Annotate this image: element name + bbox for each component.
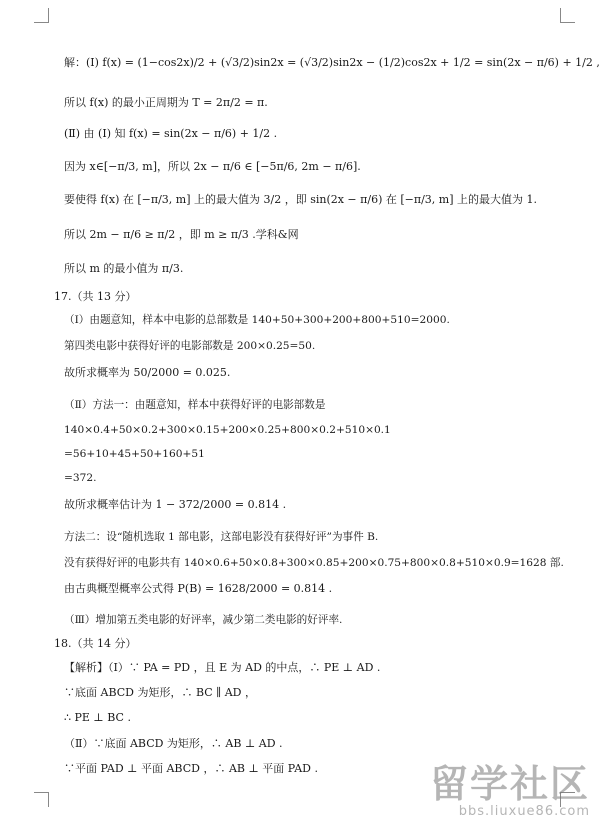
crop-mark-bottom-left: [34, 792, 49, 807]
crop-mark-top-right: [560, 8, 575, 23]
solution-17-no-praise-count: 没有获得好评的电影共有 140×0.6+50×0.8+300×0.85+200×0.75+800×0.8+510×0.9=1628 部.: [64, 557, 564, 569]
crop-mark-top-left: [34, 8, 49, 23]
solution-17-part1: （Ⅰ）由题意知，样本中电影的总部数是 140+50+300+200+800+510=2000.: [64, 314, 450, 326]
solution-17-estimate: 故所求概率估计为 1 − 372/2000 = 0.814 .: [64, 498, 287, 511]
solution-16-inequality: 所以 2m − π/6 ≥ π/2 ，即 m ≥ π/3 .学科&网: [64, 228, 299, 241]
solution-18-perpendicular: ∴ PE ⊥ BC .: [64, 711, 131, 724]
solution-17-fourth-category: 第四类电影中获得好评的电影部数是 200×0.25=50.: [64, 340, 316, 352]
solution-16-part1-derivation: 解：(Ⅰ) f(x) = (1−cos2x)/2 + (√3/2)sin2x = (√3/2)sin2x − (1/2)cos2x + 1/2 = sin(2x − π/6) + 1/2 ,: [64, 56, 600, 69]
solution-18-part2: （Ⅱ）∵底面 ABCD 为矩形，∴ AB ⊥ AD .: [64, 737, 283, 750]
solution-16-max-condition: 要使得 f(x) 在 [−π/3, m] 上的最大值为 3/2 ，即 sin(2x − π/6) 在 [−π/3, m] 上的最大值为 1.: [64, 193, 538, 206]
solution-17-sum-terms: =56+10+45+50+160+51: [64, 448, 205, 460]
solution-17-part3: （Ⅲ）增加第五类电影的好评率，减少第二类电影的好评率.: [64, 614, 343, 626]
solution-18-plane: ∵平面 PAD ⊥ 平面 ABCD ，∴ AB ⊥ 平面 PAD .: [64, 762, 318, 775]
solution-18-rectangle: ∵底面 ABCD 为矩形，∴ BC ∥ AD ，: [64, 686, 256, 699]
solution-16-interval: 因为 x∈[−π/3, m]，所以 2x − π/6 ∈ [−5π/6, 2m − π/6].: [64, 160, 361, 173]
solution-17-probability: 故所求概率为 50/2000 = 0.025.: [64, 366, 231, 379]
watermark-url: bbs.liuxue86.com: [458, 804, 590, 819]
solution-18-part1: 【解析】（Ⅰ）∵ PA = PD ，且 E 为 AD 的中点，∴ PE ⊥ AD .: [64, 661, 381, 674]
watermark-logo: 留学社区: [429, 762, 590, 806]
watermark: [430, 764, 590, 819]
solution-16-period: 所以 f(x) 的最小正周期为 T = 2π/2 = π.: [64, 96, 268, 109]
problem-18-heading: 18.（共 14 分）: [54, 637, 137, 650]
solution-16-conclusion: 所以 m 的最小值为 π/3.: [64, 262, 184, 275]
problem-17-heading: 17.（共 13 分）: [54, 290, 137, 303]
solution-16-part2-intro: (Ⅱ) 由 (Ⅰ) 知 f(x) = sin(2x − π/6) + 1/2 .: [64, 127, 278, 140]
solution-17-method2: 方法二：设“随机选取 1 部电影，这部电影没有获得好评”为事件 B.: [64, 531, 379, 543]
solution-17-classical-probability: 由古典概型概率公式得 P(B) = 1628/2000 = 0.814 .: [64, 582, 333, 595]
solution-17-sum-result: =372.: [64, 472, 97, 484]
solution-17-part2-method1: （Ⅱ）方法一：由题意知，样本中获得好评的电影部数是: [64, 399, 326, 411]
solution-17-sum-expression: 140×0.4+50×0.2+300×0.15+200×0.25+800×0.2+510×0.1: [64, 424, 391, 436]
